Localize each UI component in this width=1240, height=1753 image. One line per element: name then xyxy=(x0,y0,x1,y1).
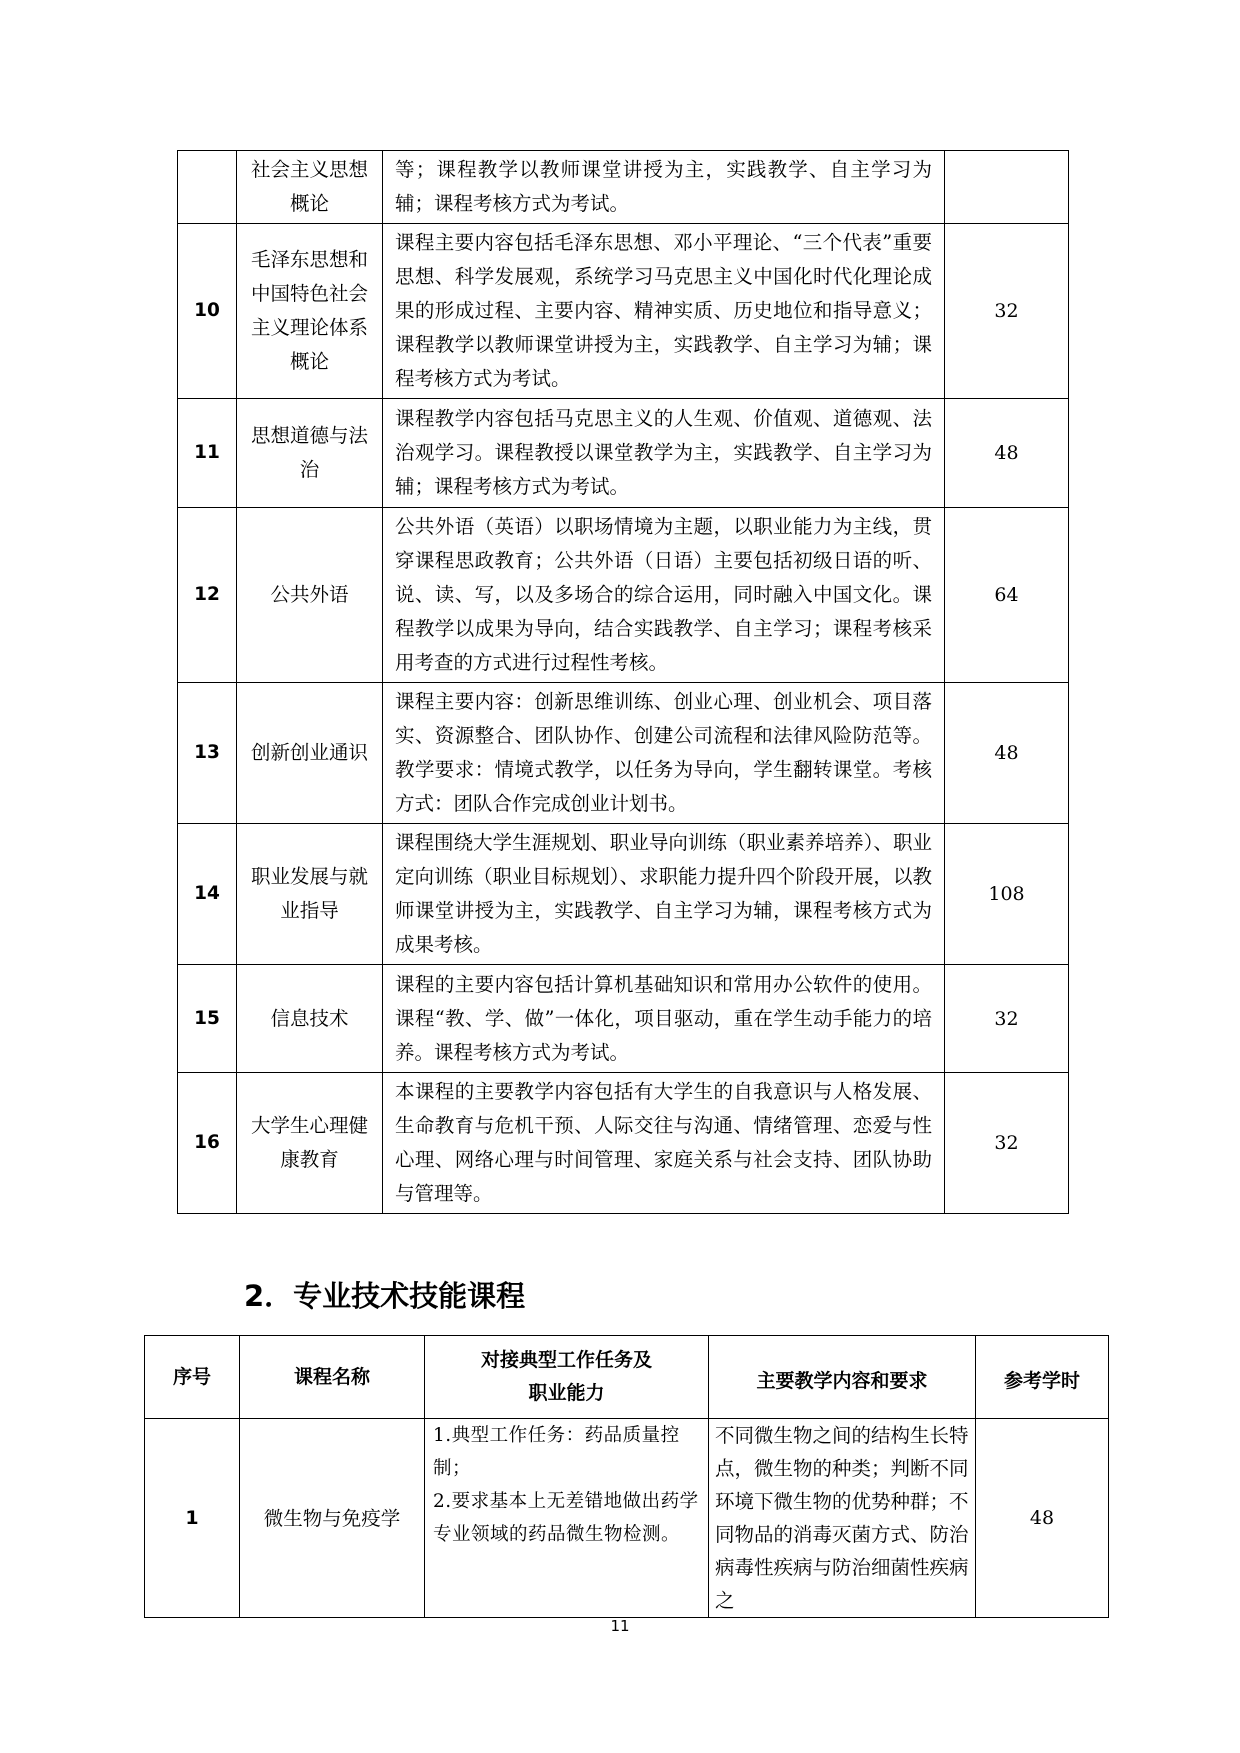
section-heading: 2．专业技术技能课程 xyxy=(244,1279,526,1313)
table-row xyxy=(178,683,1069,824)
row-number: 14 xyxy=(178,824,237,965)
row-number: 15 xyxy=(178,965,237,1073)
course-hours xyxy=(945,151,1069,224)
course-content xyxy=(709,1419,976,1618)
course-hours: 48 xyxy=(945,683,1069,824)
table-row xyxy=(145,1419,1109,1618)
course-content-text: 不同微生物之间的结构生长特点，微生物的种类；判断不同环境下微生物的优势种群；不同物品的消毒灭菌方式、防治病毒性疾病与防治细菌性疾病之 xyxy=(715,1424,969,1612)
table-row xyxy=(178,399,1069,508)
course-name: 公共外语 xyxy=(237,508,383,683)
course-description: 课程教学内容包括马克思主义的人生观、价值观、道德观、法治观学习。课程教授以课堂教学为主，实践教学、自主学习为辅；课程考核方式为考试。 xyxy=(383,399,945,508)
course-hours: 32 xyxy=(945,1073,1069,1214)
row-number xyxy=(178,151,237,224)
skills-courses-table xyxy=(144,1335,1109,1618)
course-description: 课程主要内容：创新思维训练、创业心理、创业机会、项目落实、资源整合、团队协作、创建公司流程和法律风险防范等。教学要求：情境式教学，以任务为导向，学生翻转课堂。考核方式：团队合作完成创业计划书。 xyxy=(383,683,945,824)
table-row xyxy=(178,508,1069,683)
course-tasks xyxy=(425,1419,709,1618)
course-hours: 108 xyxy=(945,824,1069,965)
course-description: 课程围绕大学生涯规划、职业导向训练（职业素养培养）、职业定向训练（职业目标规划）、求职能力提升四个阶段开展，以教师课堂讲授为主，实践教学、自主学习为辅，课程考核方式为成果考核。 xyxy=(383,824,945,965)
course-description: 公共外语（英语）以职场情境为主题，以职业能力为主线，贯穿课程思政教育；公共外语（日语）主要包括初级日语的听、说、读、写，以及多场合的综合运用，同时融入中国文化。课程教学以成果为导向，结合实践教学、自主学习；课程考核采用考查的方式进行过程性考核。 xyxy=(383,508,945,683)
general-courses-table xyxy=(177,150,1069,1214)
course-name: 大学生心理健康教育 xyxy=(237,1073,383,1214)
course-description: 等；课程教学以教师课堂讲授为主，实践教学、自主学习为辅；课程考核方式为考试。 xyxy=(383,151,945,224)
course-name: 思想道德与法治 xyxy=(237,399,383,508)
row-number: 1 xyxy=(145,1419,240,1618)
header-course-name: 课程名称 xyxy=(240,1336,425,1419)
course-name: 毛泽东思想和中国特色社会主义理论体系概论 xyxy=(237,224,383,399)
course-hours: 32 xyxy=(945,965,1069,1073)
course-name: 微生物与免疫学 xyxy=(240,1419,425,1618)
page-number: 11 xyxy=(610,1617,630,1635)
header-tasks-line1: 对接典型工作任务及 xyxy=(480,1349,652,1371)
row-number: 10 xyxy=(178,224,237,399)
row-number: 12 xyxy=(178,508,237,683)
table-row xyxy=(178,224,1069,399)
header-hours: 参考学时 xyxy=(976,1336,1109,1419)
row-number: 13 xyxy=(178,683,237,824)
header-content: 主要教学内容和要求 xyxy=(709,1336,976,1419)
table-header-row xyxy=(145,1336,1109,1419)
table-row xyxy=(178,965,1069,1073)
course-name: 职业发展与就业指导 xyxy=(237,824,383,965)
course-description: 课程主要内容包括毛泽东思想、邓小平理论、“三个代表”重要思想、科学发展观，系统学习马克思主义中国化时代化理论成果的形成过程、主要内容、精神实质、历史地位和指导意义；课程教学以教师课堂讲授为主，实践教学、自主学习为辅；课程考核方式为考试。 xyxy=(383,224,945,399)
course-hours: 48 xyxy=(976,1419,1109,1618)
course-name: 创新创业通识 xyxy=(237,683,383,824)
task-item: 2.要求基本上无差错地做出药学专业领域的药品微生物检测。 xyxy=(433,1491,699,1545)
course-name: 社会主义思想概论 xyxy=(237,151,383,224)
course-hours: 32 xyxy=(945,224,1069,399)
table-row xyxy=(178,824,1069,965)
task-item: 1.典型工作任务：药品质量控制； xyxy=(433,1425,680,1479)
course-hours: 48 xyxy=(945,399,1069,508)
row-number: 16 xyxy=(178,1073,237,1214)
row-number: 11 xyxy=(178,399,237,508)
course-name: 信息技术 xyxy=(237,965,383,1073)
table-row xyxy=(178,1073,1069,1214)
table-row xyxy=(178,151,1069,224)
course-description: 本课程的主要教学内容包括有大学生的自我意识与人格发展、生命教育与危机干预、人际交往与沟通、情绪管理、恋爱与性心理、网络心理与时间管理、家庭关系与社会支持、团队协助与管理等。 xyxy=(383,1073,945,1214)
header-number: 序号 xyxy=(145,1336,240,1419)
course-hours: 64 xyxy=(945,508,1069,683)
header-tasks xyxy=(425,1336,709,1419)
header-tasks-line2: 职业能力 xyxy=(528,1382,605,1404)
course-description: 课程的主要内容包括计算机基础知识和常用办公软件的使用。课程“教、学、做”一体化，项目驱动，重在学生动手能力的培养。课程考核方式为考试。 xyxy=(383,965,945,1073)
